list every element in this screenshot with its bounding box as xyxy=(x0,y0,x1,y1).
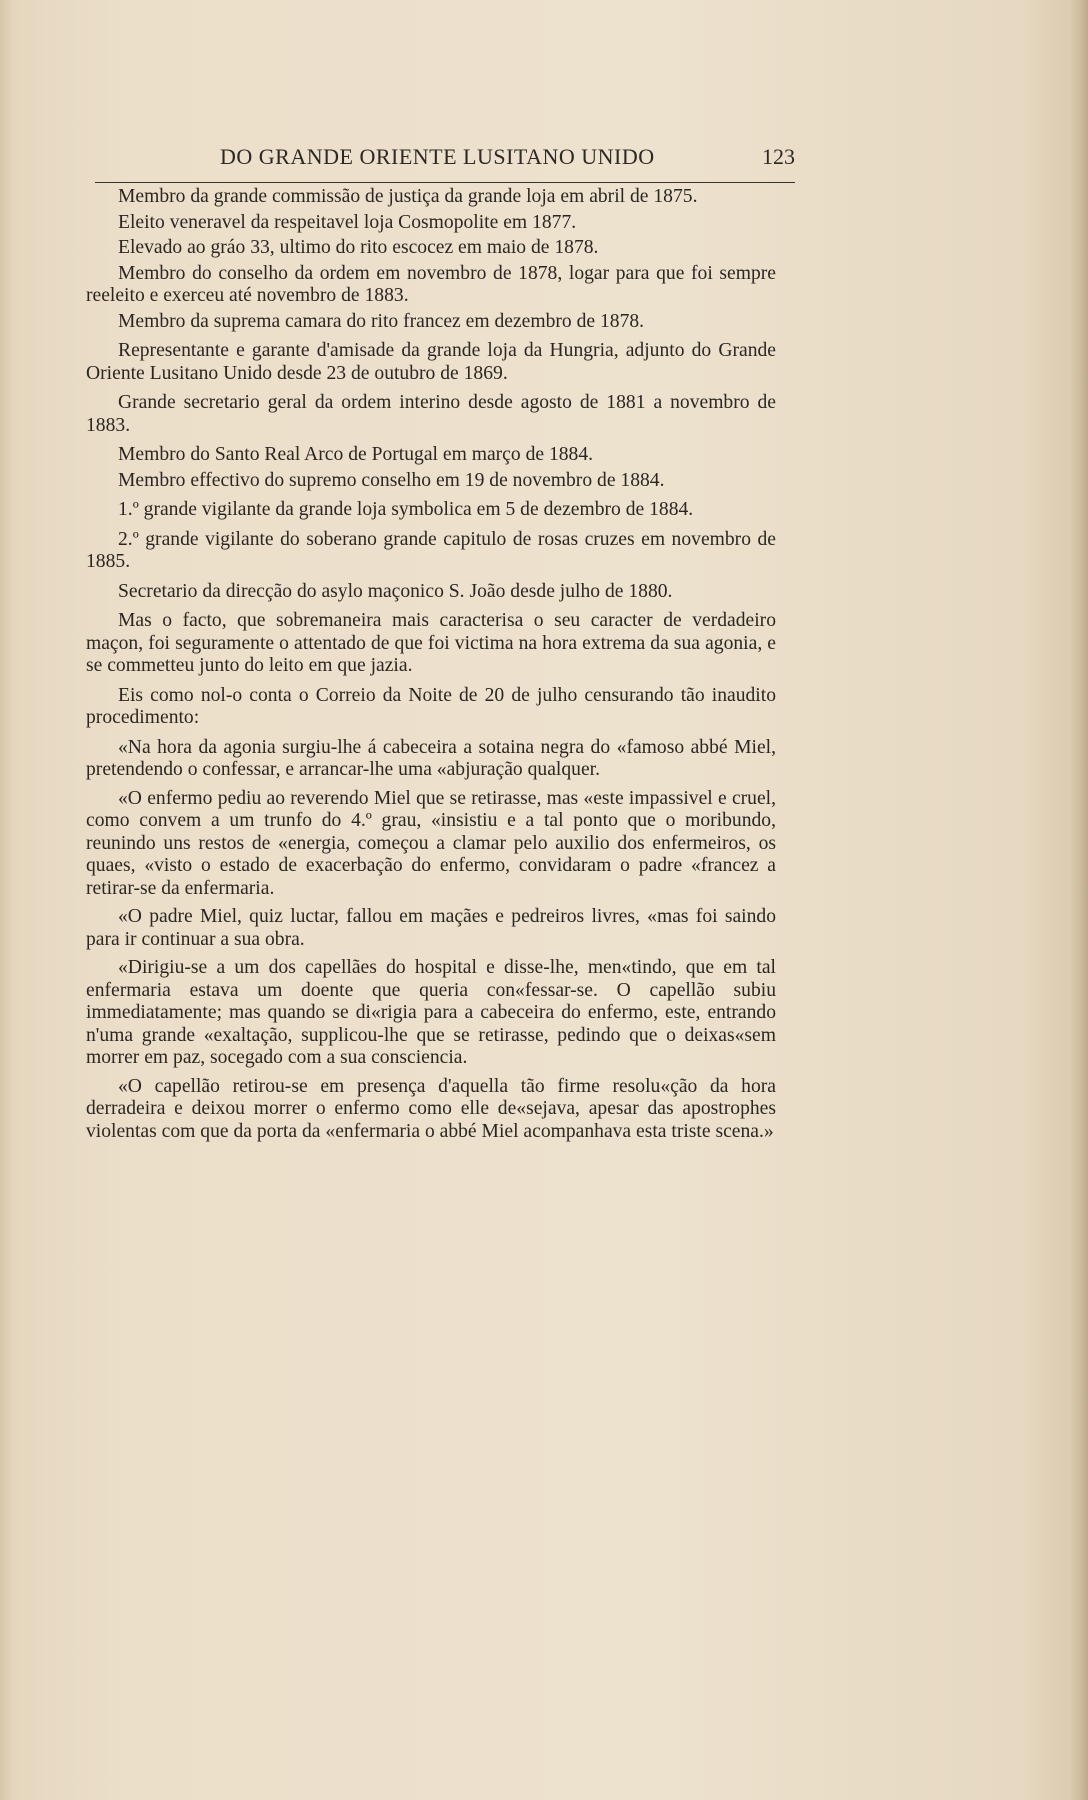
quoted-paragraph: «O padre Miel, quiz luctar, fallou em maçães e pedreiros livres, «mas foi saindo para ir continuar a sua obra. xyxy=(86,906,776,950)
paragraph: 1.º grande vigilante da grande loja symbolica em 5 de dezembro de 1884. xyxy=(118,499,694,520)
page-header xyxy=(95,140,795,183)
paragraph: Grande secretario geral da ordem interino desde agosto de 1881 a novembro de 1883. xyxy=(86,392,776,436)
paragraph: Membro effectivo do supremo conselho em 19 de novembro de 1884. xyxy=(118,469,665,491)
quoted-paragraph: «O enfermo pediu ao reverendo Miel que se retirasse, mas «este impassivel e cruel, como convem a um trunfo do 4.º grau, «insistiu e a tal ponto que o moribundo, reunindo uns restos de «energia, começou a clamar pelo auxilio dos enfermeiros, os quaes, «visto o estado de exacerbação do enfermo, convidaram o padre «francez a retirar-se da enfermaria. xyxy=(86,787,776,899)
paragraph: Membro da suprema camara do rito francez em dezembro de 1878. xyxy=(118,310,645,332)
paragraph: Secretario da direcção do asylo maçonico S. João desde julho de 1880. xyxy=(118,580,673,602)
quoted-paragraph: «Dirigiu-se a um dos capellães do hospital e disse-lhe, men«tindo, que em tal enfermaria estava um doente que queria con«fessar-se. O capellão subiu immediatamente; mas quando se di«rigia para a cabeceira do enfermo, este, entrando n'uma grande «exaltação, supplicou-lhe que se retirasse, pedindo que o deixas«sem morrer em paz, socegado com a sua consciencia. xyxy=(86,957,776,1068)
paragraph: Membro da grande commissão de justiça da grande loja em abril de 1875. xyxy=(118,186,698,207)
quoted-paragraph: «O capellão retirou-se em presença d'aquella tão firme resolu«ção da hora derradeira e deixou morrer o enfermo como elle de«sejava, apesar das apostrophes violentas com que da porta da «enfermaria o abbé Miel acompanhava esta triste scena.» xyxy=(86,1075,776,1142)
paragraph: Representante e garante d'amisade da grande loja da Hungria, adjunto do Grande Oriente Lusitano Unido desde 23 de outubro de 1869. xyxy=(86,340,776,384)
paragraph: Elevado ao gráo 33, ultimo do rito escocez em maio de 1878. xyxy=(118,237,599,258)
paragraph: Mas o facto, que sobremaneira mais caracterisa o seu caracter de verdadeiro maçon, foi seguramente o attentado de que foi victima na hora extrema da sua agonia, e se commetteu junto do leito em que jazia. xyxy=(86,610,776,676)
quoted-paragraph: «Na hora da agonia surgiu-lhe á cabeceira a sotaina negra do «famoso abbé Miel, pretendendo o confessar, e arrancar-lhe uma «abjuração qualquer. xyxy=(86,736,776,780)
running-title: DO GRANDE ORIENTE LUSITANO UNIDO xyxy=(220,144,655,169)
paragraph: 2.º grande vigilante do soberano grande capitulo de rosas cruzes em novembro de 1885. xyxy=(86,528,776,572)
body-text xyxy=(86,186,776,1149)
paragraph: Eis como nol-o conta o Correio da Noite de 20 de julho censurando tão inaudito procedimento: xyxy=(86,684,776,728)
page-left-edge-shadow xyxy=(0,0,14,1800)
paragraph: Membro do conselho da ordem em novembro de 1878, logar para que foi sempre reeleito e exerceu até novembro de 1883. xyxy=(86,262,776,306)
paragraph: Eleito veneravel da respeitavel loja Cosmopolite em 1877. xyxy=(118,211,577,233)
page-number: 123 xyxy=(762,144,795,169)
page-right-edge-shadow xyxy=(1070,0,1088,1800)
paragraph: Membro do Santo Real Arco de Portugal em março de 1884. xyxy=(118,444,594,465)
